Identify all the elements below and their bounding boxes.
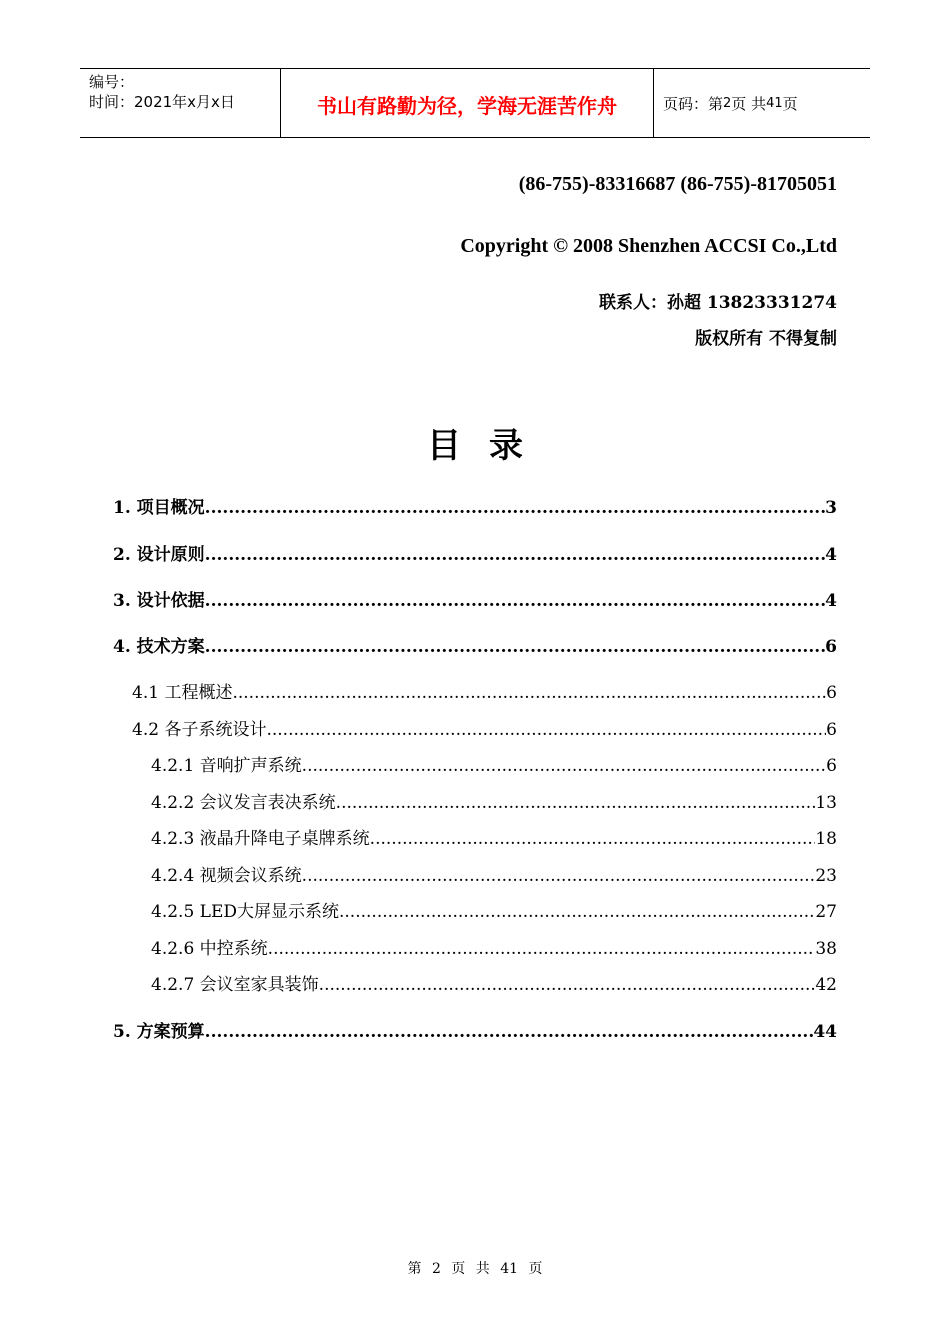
toc-leader-dots [336,793,816,813]
toc-entry-page: 27 [815,902,837,922]
rights-notice: 版权所有 不得复制 [695,329,837,349]
toc-leader-dots [302,866,816,886]
toc-entry-page: 6 [826,720,837,740]
toc-entry[interactable] [132,678,837,703]
toc-leader-dots [205,1022,814,1042]
toc-leader-dots [205,498,825,518]
toc-entry[interactable] [151,788,837,813]
toc-entry[interactable] [132,715,837,740]
header-motto: 书山有路勤为径，学海无涯苦作舟 [281,69,654,137]
toc-entry[interactable] [113,493,837,518]
toc-entry[interactable] [113,1017,837,1042]
contact-person: 联系人：孙超 13823331274 [598,293,837,313]
toc-leader-dots [205,591,825,611]
toc-entry[interactable] [151,897,837,922]
header-meta-cell [80,69,281,137]
toc-entry-label: 5. 方案预算 [113,1022,205,1042]
toc-leader-dots [319,975,816,995]
toc-entry-label: 4.2.2 会议发言表决系统 [151,793,336,813]
toc-entry-label: 4.2 各子系统设计 [132,720,267,740]
toc-entry-label: 4.2.4 视频会议系统 [151,866,302,886]
toc-entry-page: 6 [825,637,837,657]
toc-entry-page: 13 [815,793,837,813]
page-mid: 页 共 [731,94,767,113]
toc-leader-dots [205,545,825,565]
toc-entry-label: 4.2.3 液晶升降电子桌牌系统 [151,829,370,849]
toc-entry[interactable] [151,934,837,959]
toc-entry-page: 18 [815,829,837,849]
phone-numbers: (86-755)-83316687 (86-755)-81705051 [518,173,837,195]
toc-leader-dots [268,939,816,959]
toc-entry-label: 4. 技术方案 [113,637,205,657]
toc-entry-label: 1. 项目概况 [113,498,205,518]
toc-entry[interactable] [113,632,837,657]
toc-entry-page: 23 [815,866,837,886]
toc-leader-dots [266,720,826,740]
toc-leader-dots [370,829,816,849]
time-label: 时间：2021年x月x日 [89,93,235,111]
toc-entry[interactable] [151,861,837,886]
toc-entry[interactable] [113,540,837,565]
toc-entry-page: 6 [826,683,837,703]
toc-entry-page: 38 [815,939,837,959]
toc-entry-page: 4 [825,591,837,611]
toc-entry-label: 4.2.1 音响扩声系统 [151,756,302,776]
toc-entry-label: 4.2.5 LED大屏显示系统 [151,902,339,922]
toc-entry-page: 3 [825,498,837,518]
toc-entry-label: 4.2.7 会议室家具装饰 [151,975,319,995]
toc-entry[interactable] [151,970,837,995]
toc-title: 目录 [427,426,551,466]
page-suffix: 页 [782,94,798,113]
serial-label: 编号： [89,73,135,91]
copyright-line: Copyright © 2008 Shenzhen ACCSI Co.,Ltd [460,235,837,257]
toc-entry[interactable] [113,586,837,611]
toc-entry-page: 6 [826,756,837,776]
toc-leader-dots [232,683,826,703]
page-prefix: 页码：第 [663,94,724,113]
toc-entry[interactable] [151,824,837,849]
toc-entry-page: 4 [825,545,837,565]
page-header [80,68,870,138]
toc-entry-page: 44 [813,1022,837,1042]
toc-entry-label: 4.1 工程概述 [132,683,233,703]
toc-leader-dots [205,637,825,657]
toc-entry-label: 4.2.6 中控系统 [151,939,268,959]
page-number: 2 [723,95,732,111]
toc-entry-page: 42 [815,975,837,995]
toc-entry-label: 2. 设计原则 [113,545,205,565]
toc-entry-label: 3. 设计依据 [113,591,205,611]
page-total: 41 [766,95,783,111]
toc-leader-dots [302,756,827,776]
toc-leader-dots [339,902,815,922]
page-footer: 第 2 页 共 41 页 [407,1261,543,1277]
header-page-info [654,69,870,137]
toc-entry[interactable] [151,751,837,776]
